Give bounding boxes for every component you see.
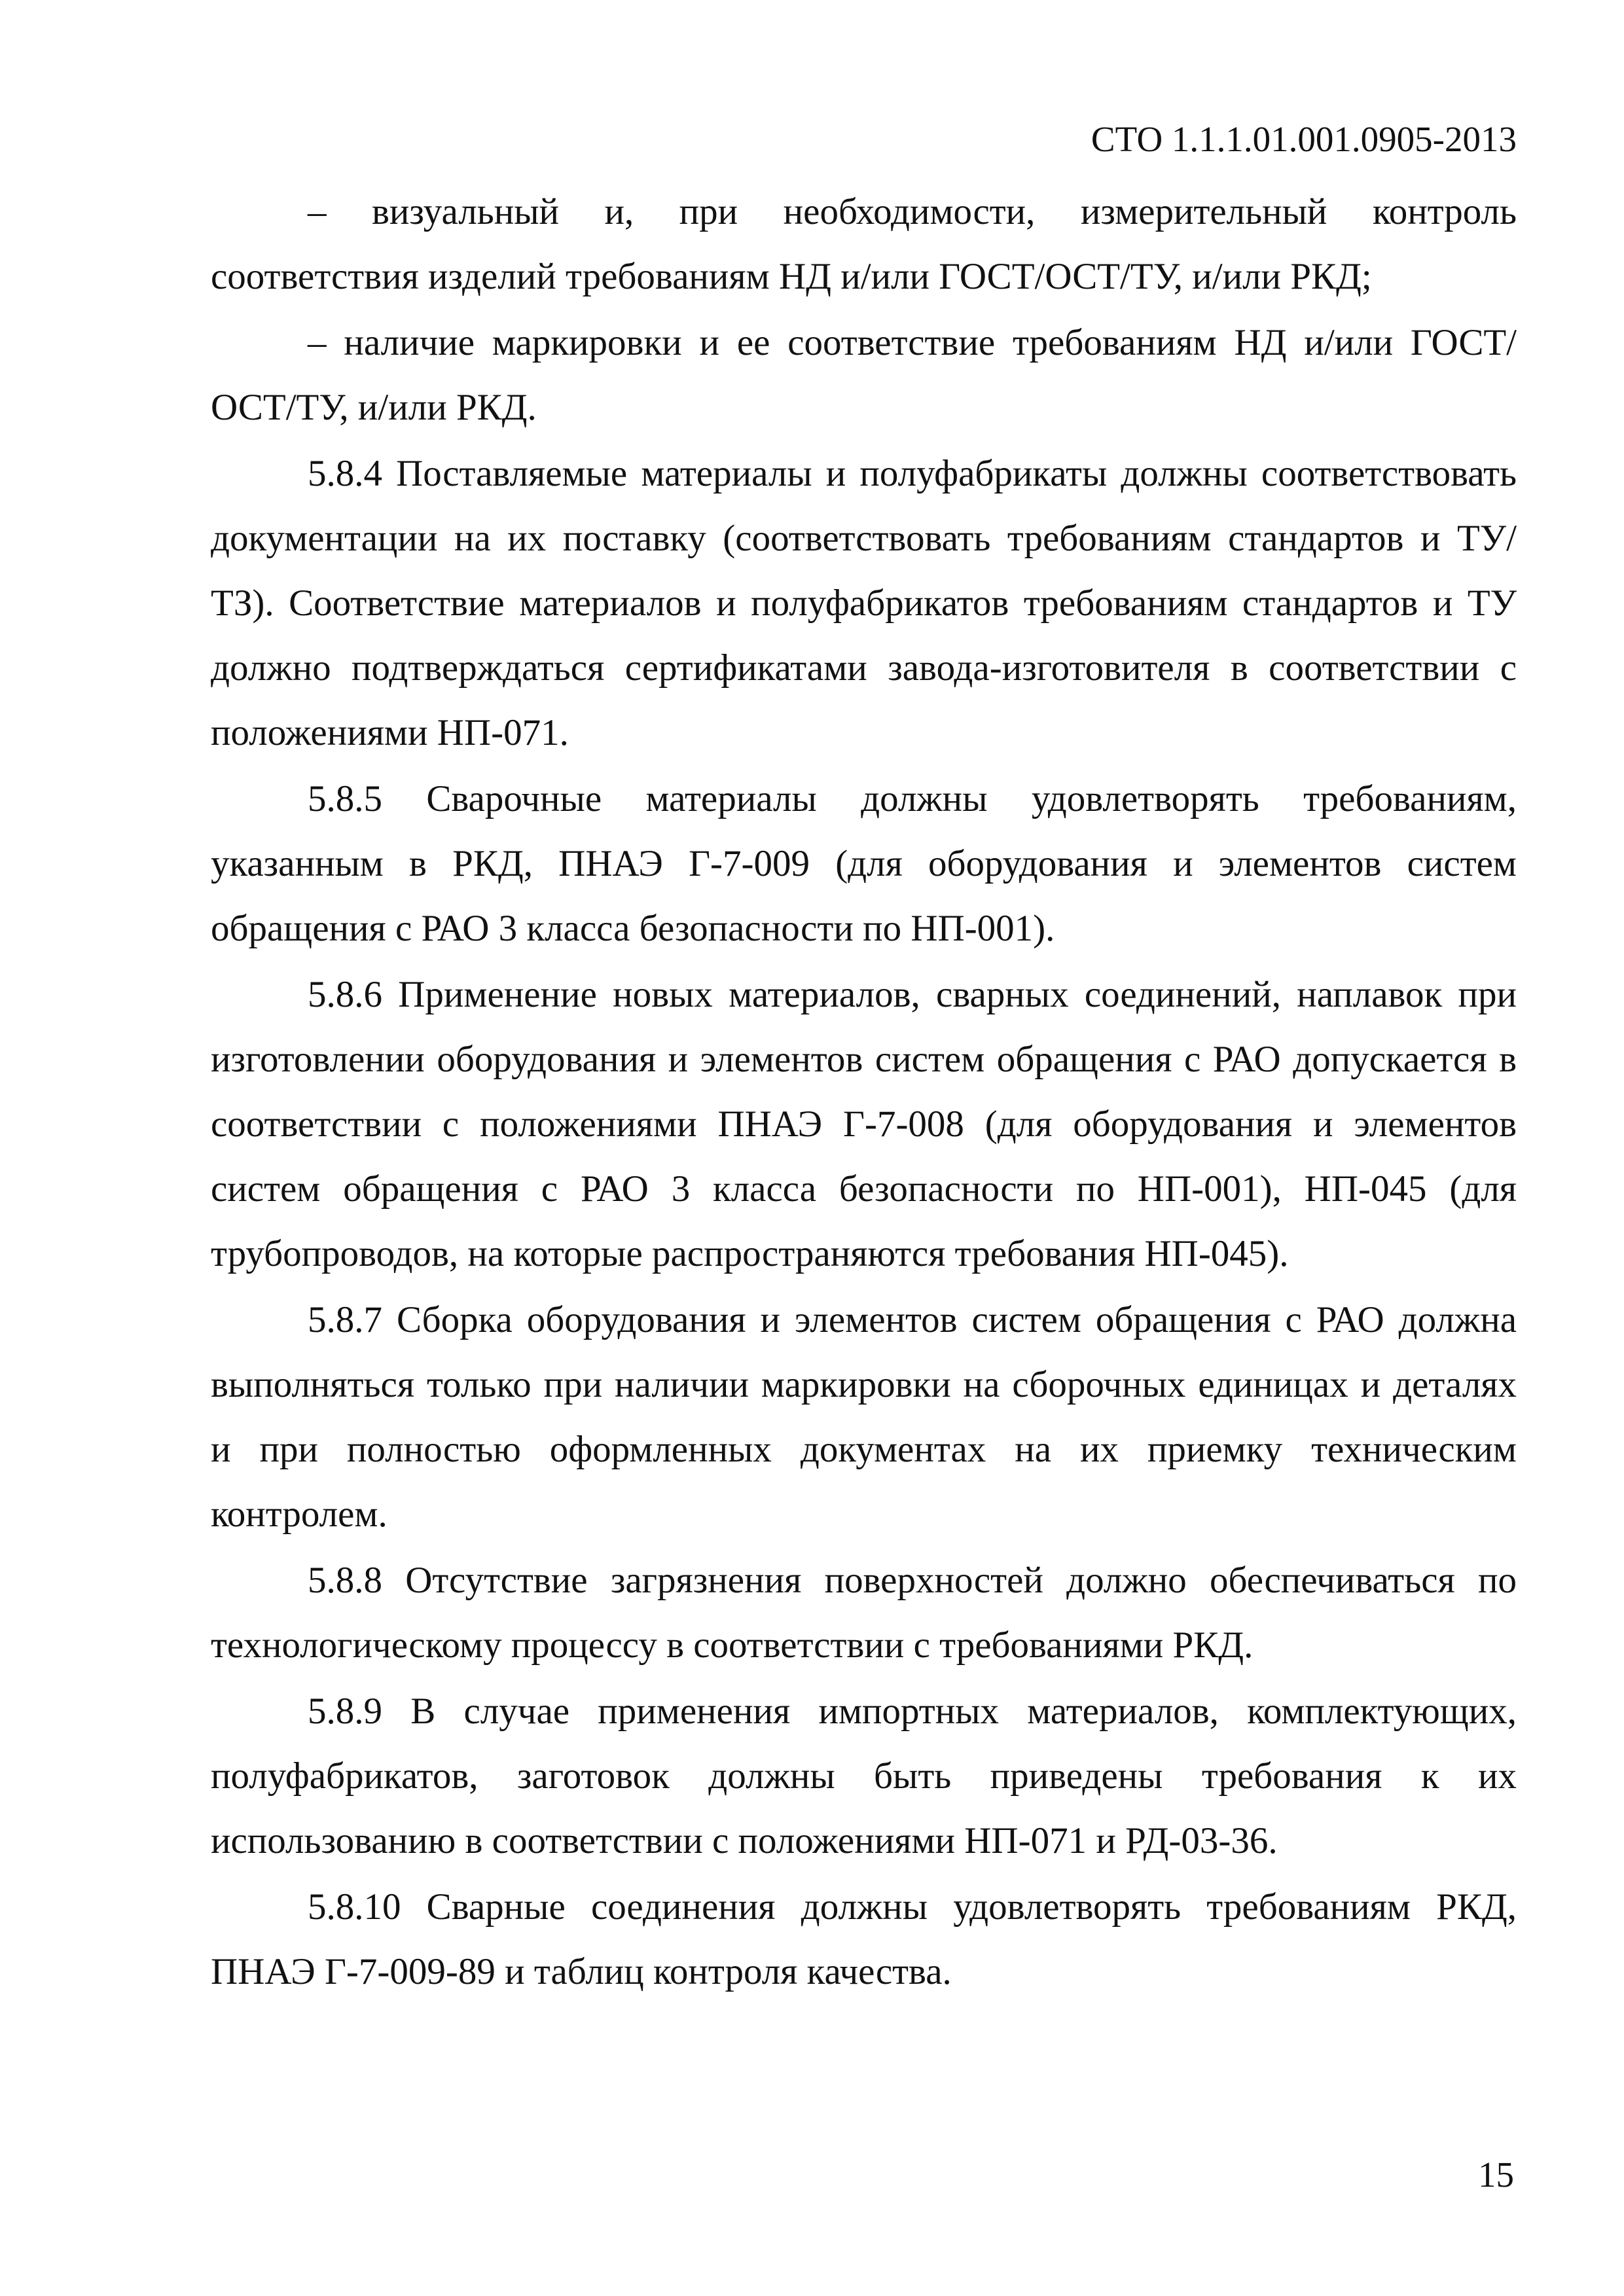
paragraph-visual-control: – визуальный и, при необходимости, измерительный контроль соответствия изделий требованиям НД и/или ГОСТ/ОСТ/ТУ, и/или РКД;: [211, 191, 1517, 297]
page-number: 15: [1478, 2155, 1514, 2195]
paragraph-5-8-6: 5.8.6 Применение новых материалов, сварных соединений, наплавок при изготовлении оборудования и элементов систем обращения с РАО допускается в соответствии с положениями ПНАЭ Г-7-008 (для оборудования и элементов систем обращения с РАО 3 класса безопасности по НП-001), НП-045 (для трубопроводов, на которые распространяются требования НП-045).: [211, 974, 1517, 1274]
paragraph-5-8-10: 5.8.10 Сварные соединения должны удовлетворять требованиям РКД, ПНАЭ Г-7-009-89 и таблиц контроля качества.: [211, 1886, 1517, 1992]
paragraph-marking: – наличие маркировки и ее соответствие требованиям НД и/или ГОСТ/ОСТ/ТУ, и/или РКД.: [211, 322, 1517, 428]
document-body: [211, 179, 1517, 2004]
paragraph-5-8-5: 5.8.5 Сварочные материалы должны удовлетворять требованиям, указанным в РКД, ПНАЭ Г-7-009 (для оборудования и элементов систем обращения с РАО 3 класса безопасности по НП-001).: [211, 778, 1517, 949]
paragraph-5-8-4: 5.8.4 Поставляемые материалы и полуфабрикаты должны соответствовать документации на их поставку (соответствовать требованиям стандартов и ТУ/ТЗ). Соответствие материалов и полуфабрикатов требованиям стандартов и ТУ должно подтверждаться сертификатами завода-изготовителя в соответствии с положениями НП-071.: [211, 453, 1517, 753]
paragraph-5-8-7: 5.8.7 Сборка оборудования и элементов систем обращения с РАО должна выполняться только при наличии маркировки на сборочных единицах и деталях и при полностью оформленных документах на их приемку техническим контролем.: [211, 1299, 1517, 1535]
paragraph-5-8-8: 5.8.8 Отсутствие загрязнения поверхностей должно обеспечиваться по технологическому процессу в соответствии с требованиями РКД.: [211, 1560, 1517, 1666]
paragraph-5-8-9: 5.8.9 В случае применения импортных материалов, комплектующих, полуфабрикатов, заготовок должны быть приведены требования к их использованию в соответствии с положениями НП-071 и РД-03-36.: [211, 1691, 1517, 1861]
document-code: СТО 1.1.1.01.001.0905-2013: [1091, 119, 1517, 159]
